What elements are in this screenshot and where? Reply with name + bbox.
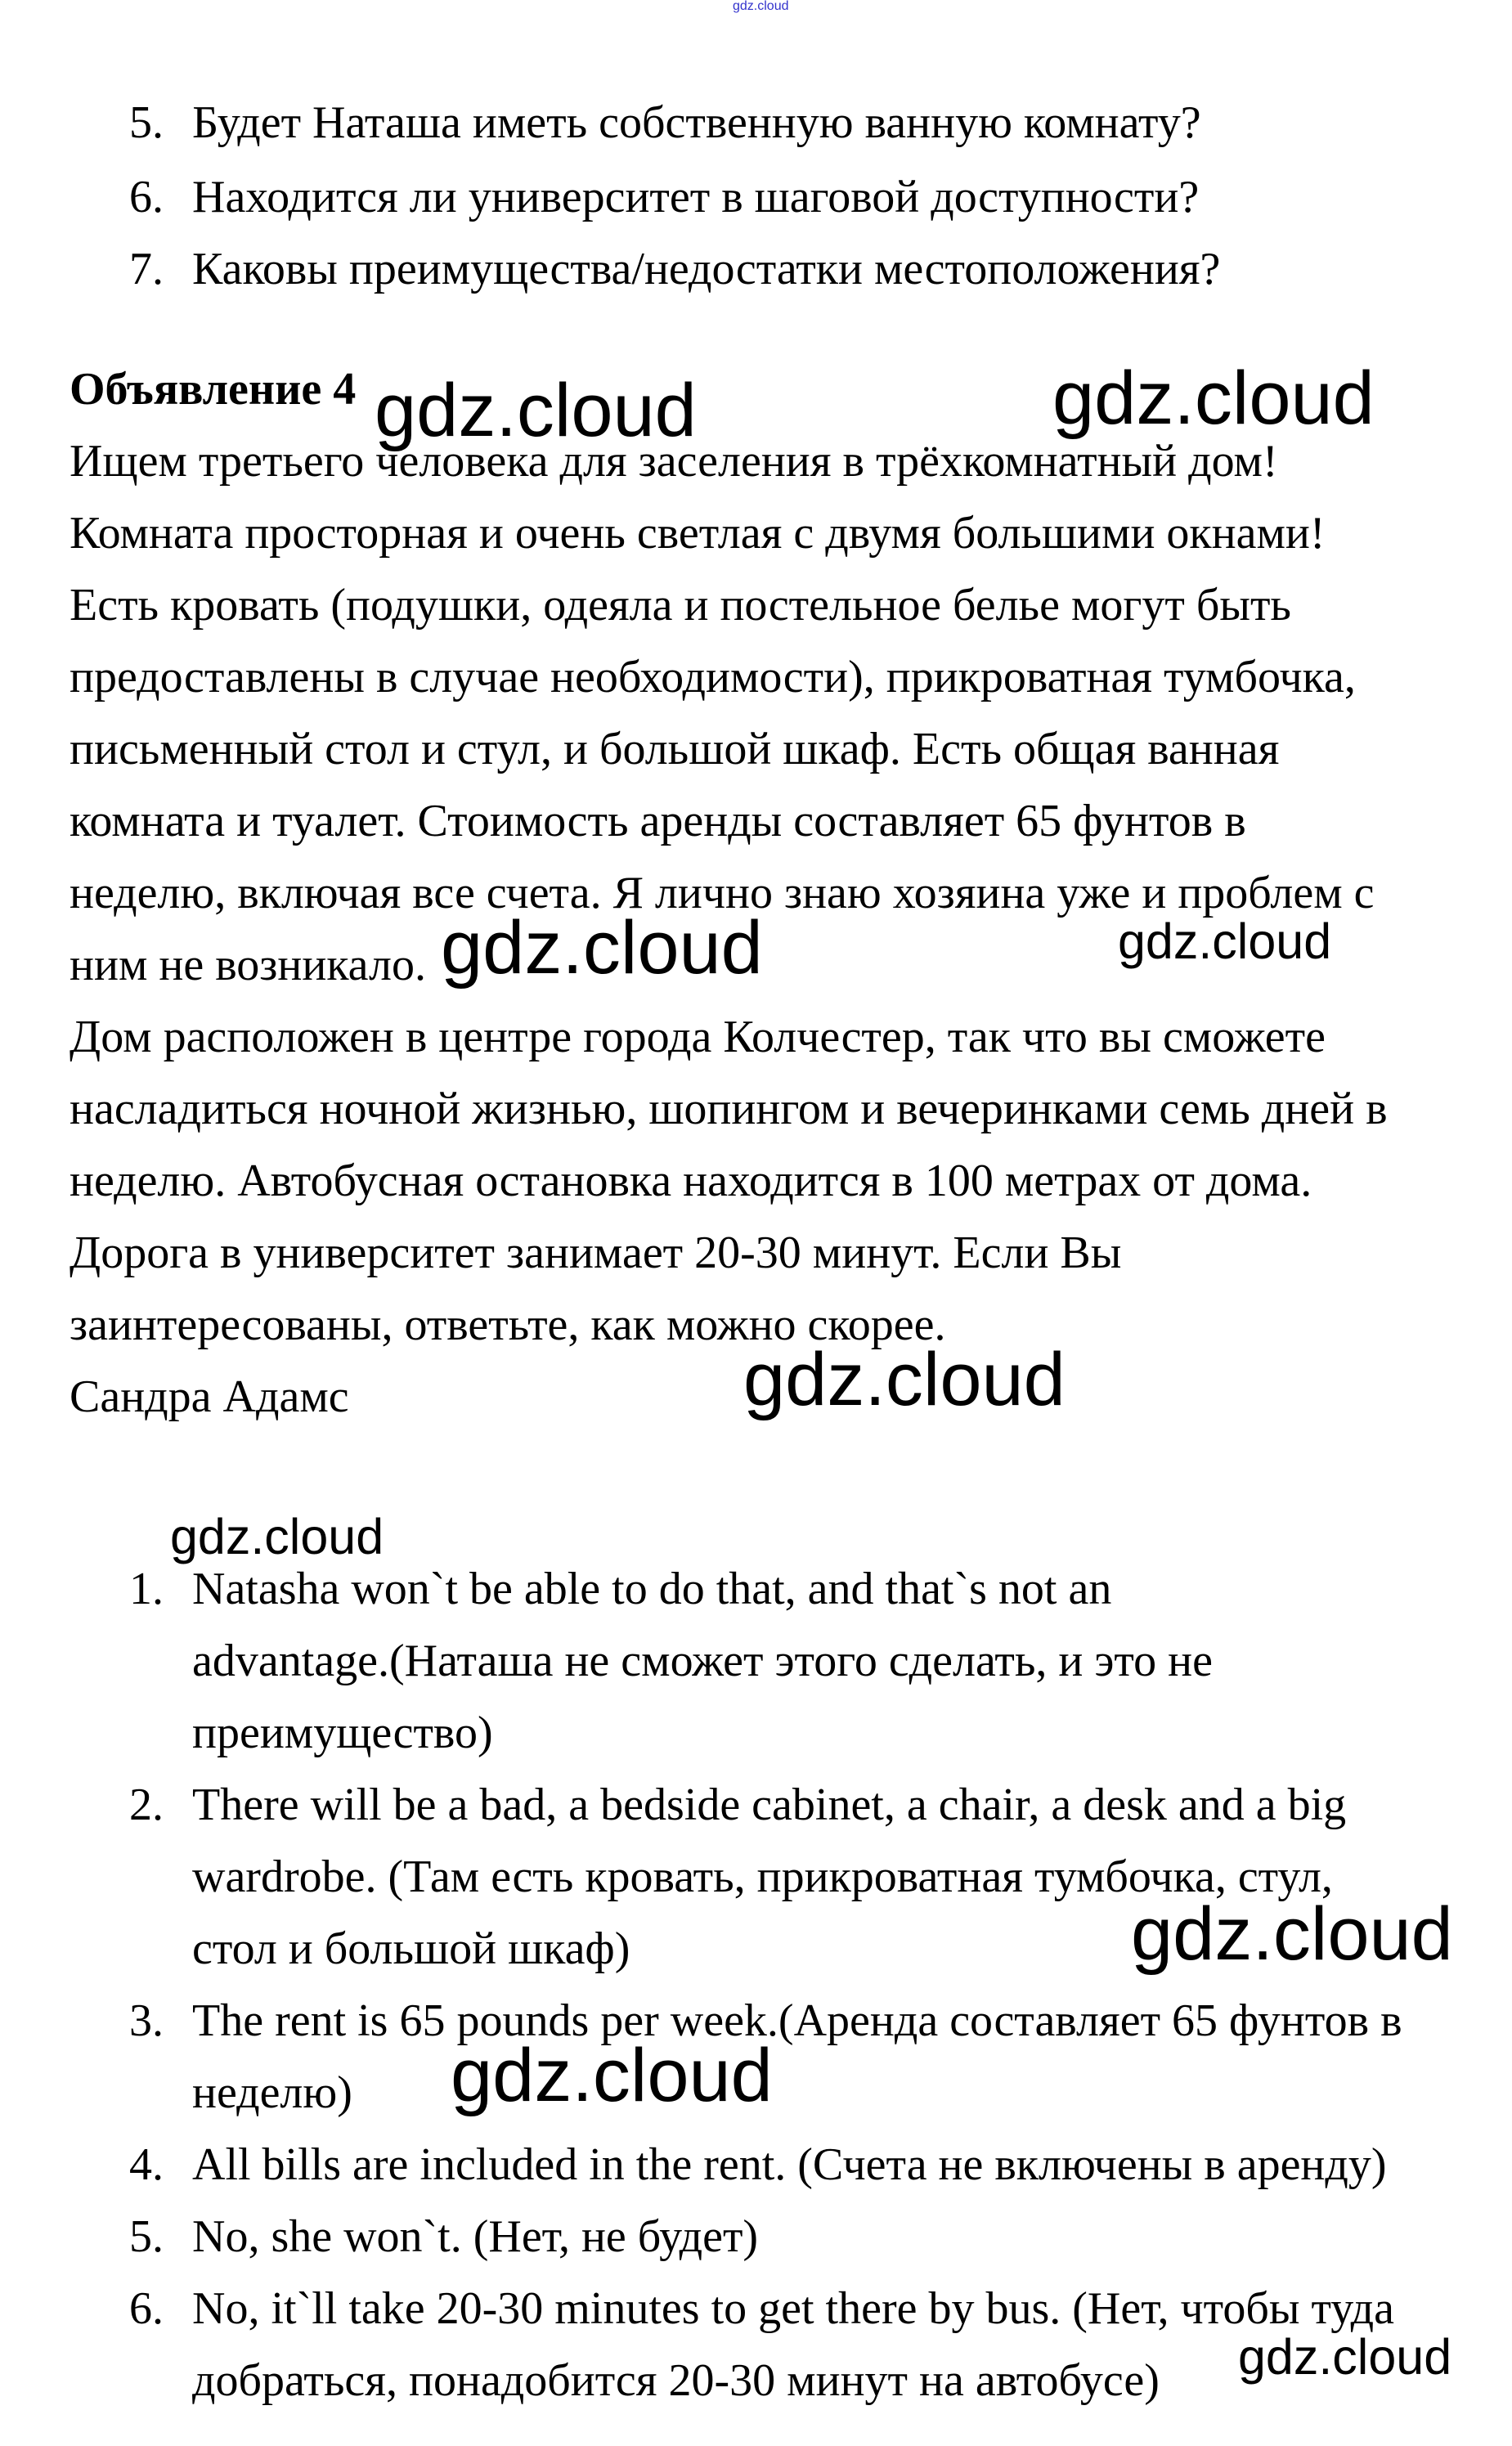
watermark: gdz.cloud bbox=[733, 0, 789, 13]
ad-text-line: ним не возникало. bbox=[70, 940, 426, 990]
item-text: Будет Наташа иметь собственную ванную комнату? bbox=[192, 97, 1201, 148]
watermark: gdz.cloud bbox=[1118, 913, 1332, 969]
answer-line bbox=[0, 2201, 1512, 2273]
item-text: неделю) bbox=[192, 2067, 352, 2118]
watermark: gdz.cloud bbox=[441, 906, 763, 990]
question-item bbox=[0, 161, 1512, 233]
item-text: Natasha won`t be able to do that, and that`s not an bbox=[192, 1564, 1112, 1614]
answer-line bbox=[0, 1625, 1512, 1697]
item-text: добраться, понадобится 20-30 минут на автобусе) bbox=[192, 2355, 1160, 2406]
answer-line bbox=[0, 2345, 1512, 2417]
item-number: 6. bbox=[129, 2283, 164, 2334]
ad-text-line: заинтересованы, ответьте, как можно скорее. bbox=[70, 1299, 946, 1350]
item-number: 2. bbox=[129, 1780, 164, 1830]
ad-text-line: предоставлены в случае необходимости), прикроватная тумбочка, bbox=[70, 652, 1356, 702]
question-item bbox=[0, 87, 1512, 159]
item-text: The rent is 65 pounds per week.(Аренда составляет 65 фунтов в bbox=[192, 1995, 1402, 2046]
ad-text-line: Дом расположен в центре города Колчестер, так что вы сможете bbox=[70, 1012, 1326, 1062]
watermark: gdz.cloud bbox=[1052, 357, 1375, 440]
item-text: wardrobe. (Там есть кровать, прикроватная тумбочка, стул, bbox=[192, 1851, 1333, 1902]
item-number: 7. bbox=[129, 244, 164, 294]
ad-heading: Объявление 4 bbox=[70, 364, 357, 415]
question-item bbox=[0, 233, 1512, 305]
item-text: No, she won`t. (Нет, не будет) bbox=[192, 2211, 759, 2262]
item-number: 1. bbox=[129, 1564, 164, 1614]
answer-line bbox=[0, 1769, 1512, 1841]
item-text: advantage.(Наташа не сможет этого сделать, и это не bbox=[192, 1636, 1213, 1686]
ad-text-line: Ищем третьего человека для заселения в трёхкомнатный дом! bbox=[70, 436, 1278, 487]
item-text: No, it`ll take 20-30 minutes to get there by bus. (Нет, чтобы туда bbox=[192, 2283, 1395, 2334]
item-text: преимущество) bbox=[192, 1708, 493, 1758]
answer-line bbox=[0, 1553, 1512, 1625]
watermark: gdz.cloud bbox=[170, 1509, 384, 1564]
watermark: gdz.cloud bbox=[1131, 1892, 1453, 1976]
item-number: 4. bbox=[129, 2139, 164, 2190]
item-text: Каковы преимущества/недостатки местоположения? bbox=[192, 244, 1221, 294]
ad-text-line: Комната просторная и очень светлая с двумя большими окнами! bbox=[70, 508, 1326, 559]
watermark: gdz.cloud bbox=[451, 2034, 773, 2117]
answer-line bbox=[0, 1985, 1512, 2057]
answer-line bbox=[0, 2057, 1512, 2129]
ad-text-line: Есть кровать (подушки, одеяла и постельное белье могут быть bbox=[70, 580, 1291, 631]
ad-signature: Сандра Адамс bbox=[70, 1371, 349, 1422]
ad-text-line: насладиться ночной жизнью, шопингом и вечеринками семь дней в bbox=[70, 1084, 1388, 1134]
item-text: All bills are included in the rent. (Счета не включены в аренду) bbox=[192, 2139, 1387, 2190]
answer-line bbox=[0, 2273, 1512, 2345]
item-number: 6. bbox=[129, 172, 164, 222]
answer-line bbox=[0, 1913, 1512, 1985]
watermark: gdz.cloud bbox=[1238, 2329, 1452, 2385]
answer-line bbox=[0, 1841, 1512, 1913]
item-text: There will be a bad, a bedside cabinet, a chair, a desk and a big bbox=[192, 1780, 1347, 1830]
ad-text-line: неделю, включая все счета. Я лично знаю хозяина уже и проблем с bbox=[70, 868, 1375, 918]
item-number: 5. bbox=[129, 97, 164, 148]
ad-text-line: комната и туалет. Стоимость аренды составляет 65 фунтов в bbox=[70, 796, 1246, 846]
answer-line bbox=[0, 2129, 1512, 2201]
watermark: gdz.cloud bbox=[743, 1338, 1066, 1421]
item-number: 5. bbox=[129, 2211, 164, 2262]
ad-text-line: письменный стол и стул, и большой шкаф. Есть общая ванная bbox=[70, 724, 1280, 774]
answer-line bbox=[0, 1697, 1512, 1769]
watermark: gdz.cloud bbox=[375, 369, 697, 452]
item-number: 3. bbox=[129, 1995, 164, 2046]
ad-text-line: Дорога в университет занимает 20-30 минут. Если Вы bbox=[70, 1227, 1122, 1278]
item-text: стол и большой шкаф) bbox=[192, 1923, 630, 1974]
item-text: Находится ли университет в шаговой доступности? bbox=[192, 172, 1200, 222]
ad-text-line: неделю. Автобусная остановка находится в 100 метрах от дома. bbox=[70, 1156, 1312, 1206]
